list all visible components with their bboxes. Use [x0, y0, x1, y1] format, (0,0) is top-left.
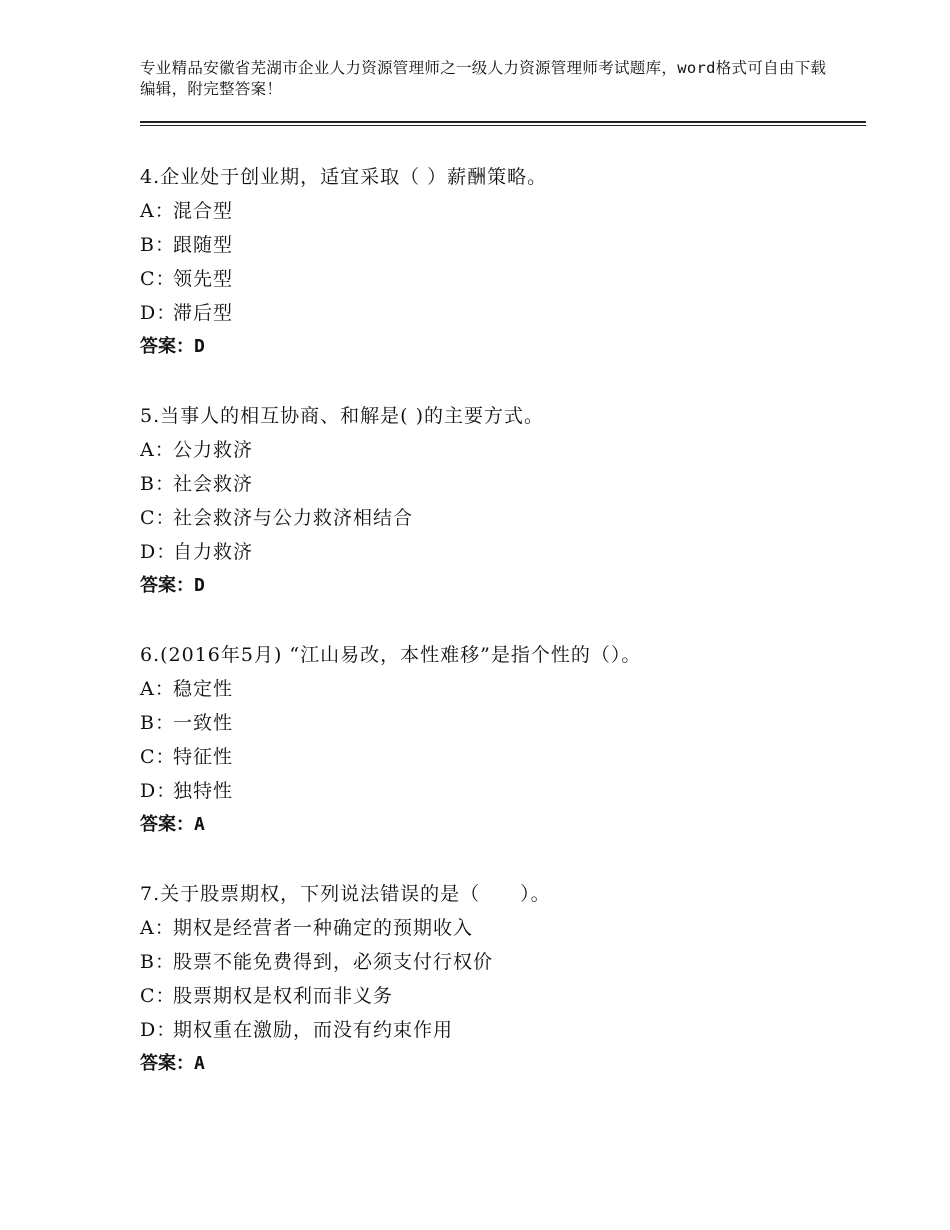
- option-text: 混合型: [173, 200, 234, 222]
- option-d: [140, 774, 866, 808]
- option-key: D：: [140, 302, 177, 324]
- option-key: D：: [140, 1019, 177, 1041]
- answer-label: 答案：: [140, 575, 194, 596]
- question-text: 7.关于股票期权，下列说法错误的是（ ）。: [140, 883, 551, 905]
- option-key: A：: [140, 439, 175, 461]
- option-text: 跟随型: [173, 234, 234, 256]
- header-divider-thick: [140, 121, 866, 123]
- option-key: C：: [140, 746, 176, 768]
- header-divider-thin: [140, 125, 866, 126]
- question-item: [140, 638, 866, 842]
- option-key: D：: [140, 541, 177, 563]
- option-key: C：: [140, 985, 176, 1007]
- answer-label: 答案：: [140, 336, 194, 357]
- option-key: C：: [140, 268, 176, 290]
- question-item: [140, 399, 866, 603]
- option-key: A：: [140, 200, 175, 222]
- option-text: 稳定性: [173, 678, 234, 700]
- option-text: 股票期权是权利而非义务: [173, 985, 394, 1007]
- option-key: D：: [140, 780, 177, 802]
- option-key: A：: [140, 678, 175, 700]
- option-a: [140, 911, 866, 945]
- document-header: 专业精品安徽省芜湖市企业人力资源管理师之一级人力资源管理师考试题库，word格式可自由下载编辑，附完整答案！: [140, 59, 827, 98]
- option-d: [140, 296, 866, 330]
- option-text: 股票不能免费得到，必须支付行权价: [173, 951, 494, 973]
- option-a: [140, 194, 866, 228]
- option-text: 独特性: [173, 780, 234, 802]
- option-b: [140, 467, 866, 501]
- option-c: [140, 979, 866, 1013]
- question-text: 5.当事人的相互协商、和解是( )的主要方式。: [140, 405, 544, 427]
- option-key: B：: [140, 234, 175, 256]
- option-a: [140, 672, 866, 706]
- option-key: B：: [140, 473, 175, 495]
- question-text: 6.(2016年5月) “江山易改，本性难移”是指个性的（）。: [140, 644, 642, 666]
- answer-line: [140, 569, 866, 603]
- option-text: 期权是经营者一种确定的预期收入: [173, 917, 474, 939]
- answer-label: 答案：: [140, 1053, 194, 1074]
- answer-label: 答案：: [140, 814, 194, 835]
- option-key: B：: [140, 951, 175, 973]
- option-b: [140, 706, 866, 740]
- option-a: [140, 433, 866, 467]
- option-b: [140, 228, 866, 262]
- answer-line: [140, 1047, 866, 1081]
- option-text: 领先型: [173, 268, 234, 290]
- option-text: 自力救济: [173, 541, 254, 563]
- option-b: [140, 945, 866, 979]
- question-list: [140, 160, 866, 1116]
- option-c: [140, 501, 866, 535]
- answer-value: A: [194, 1053, 205, 1074]
- question-item: [140, 877, 866, 1081]
- option-text: 社会救济与公力救济相结合: [173, 507, 414, 529]
- option-key: C：: [140, 507, 176, 529]
- option-text: 公力救济: [173, 439, 254, 461]
- answer-line: [140, 808, 866, 842]
- question-item: [140, 160, 866, 364]
- answer-line: [140, 330, 866, 364]
- option-d: [140, 535, 866, 569]
- option-key: B：: [140, 712, 175, 734]
- answer-value: A: [194, 814, 205, 835]
- option-text: 一致性: [173, 712, 234, 734]
- option-c: [140, 740, 866, 774]
- answer-value: D: [194, 575, 205, 596]
- option-text: 特征性: [173, 746, 234, 768]
- option-text: 期权重在激励，而没有约束作用: [173, 1019, 454, 1041]
- option-text: 滞后型: [173, 302, 234, 324]
- option-key: A：: [140, 917, 175, 939]
- question-text: 4.企业处于创业期，适宜采取（ ）薪酬策略。: [140, 166, 548, 188]
- option-c: [140, 262, 866, 296]
- answer-value: D: [194, 336, 205, 357]
- option-d: [140, 1013, 866, 1047]
- option-text: 社会救济: [173, 473, 254, 495]
